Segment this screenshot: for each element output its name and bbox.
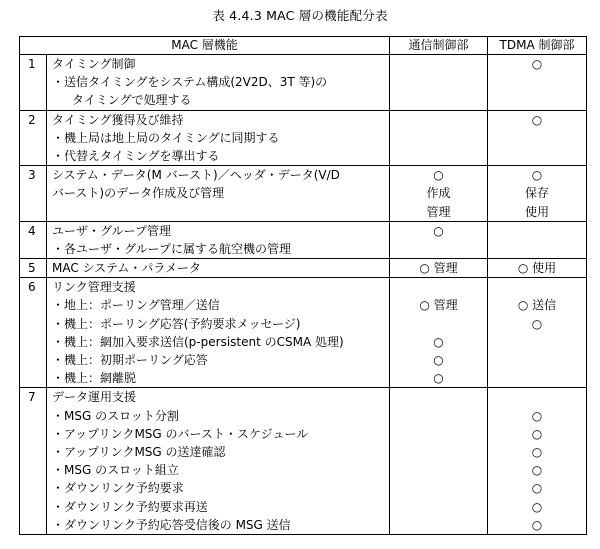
comm-control-mark xyxy=(390,147,487,165)
row-number: 7 xyxy=(28,390,36,405)
row-number: 5 xyxy=(28,261,36,276)
function-line: ・アップリンクMSG の送達確認 xyxy=(52,444,226,459)
comm-control-mark xyxy=(390,91,487,109)
tdma-control-mark: ○ xyxy=(531,57,543,71)
header-row xyxy=(20,37,587,55)
tdma-control-mark xyxy=(488,129,586,147)
tdma-control-mark xyxy=(488,388,586,406)
comm-control-mark xyxy=(390,111,487,129)
tdma-control-mark: ○ xyxy=(531,316,543,331)
comm-control-mark: ○ 管理 xyxy=(419,261,458,276)
row-number-cell xyxy=(20,166,47,222)
tdma-control-cell xyxy=(488,55,587,111)
row-number: 1 xyxy=(28,57,36,71)
comm-control-mark xyxy=(390,129,487,147)
comm-control-mark xyxy=(390,278,487,296)
comm-control-mark xyxy=(390,73,487,91)
tdma-control-mark xyxy=(488,222,586,240)
comm-control-mark xyxy=(390,498,487,516)
table-row xyxy=(20,110,587,166)
comm-control-mark xyxy=(390,240,487,258)
comm-control-mark: ○ xyxy=(433,371,444,386)
function-description-cell xyxy=(47,166,390,222)
tdma-control-mark xyxy=(488,73,586,91)
comm-control-mark xyxy=(390,443,487,461)
tdma-control-mark: ○ 送信 xyxy=(517,298,557,313)
tdma-control-cell xyxy=(488,221,587,258)
function-allocation-table xyxy=(19,36,587,535)
comm-control-mark xyxy=(390,516,487,534)
tdma-control-cell xyxy=(488,388,587,535)
comm-control-mark xyxy=(390,425,487,443)
table-row xyxy=(20,55,587,111)
function-line: ユーザ・グループ管理 xyxy=(52,223,172,238)
table-row xyxy=(20,166,587,222)
tdma-control-mark: 保存 xyxy=(525,186,550,201)
function-line: ・機上：網加入要求送信(p-persistent のCSMA 処理) xyxy=(52,334,344,349)
table-row xyxy=(20,278,587,388)
function-line xyxy=(47,203,389,221)
row-number-cell xyxy=(20,278,47,388)
row-number-cell xyxy=(20,55,47,111)
tdma-control-mark xyxy=(488,351,586,369)
table-row xyxy=(20,388,587,535)
row-number: 4 xyxy=(28,223,36,238)
comm-control-mark xyxy=(390,461,487,479)
function-line: ・代替えタイミングを導出する xyxy=(52,148,220,163)
comm-control-cell xyxy=(390,259,488,278)
function-line: ・アップリンクMSG のバースト・スケジュール xyxy=(52,426,309,441)
table-row xyxy=(20,259,587,278)
function-description-cell xyxy=(47,55,390,111)
function-description-cell xyxy=(47,110,390,166)
tdma-control-mark: ○ xyxy=(531,517,543,532)
tdma-control-mark: ○ xyxy=(531,499,543,514)
function-line: ・ダウンリンク予約要求 xyxy=(52,481,184,496)
row-number-cell xyxy=(20,110,47,166)
comm-control-cell xyxy=(390,221,488,258)
row-number-cell xyxy=(20,259,47,278)
tdma-control-mark: ○ xyxy=(531,112,543,127)
function-line: タイミングで処理する xyxy=(72,93,192,108)
tdma-control-mark: ○ xyxy=(531,463,543,478)
comm-control-mark xyxy=(390,315,487,333)
function-line: データ運用支援 xyxy=(52,390,137,405)
tdma-control-mark: ○ xyxy=(531,408,543,423)
tdma-control-mark xyxy=(488,91,586,109)
header-comm-control: 通信制御部 xyxy=(390,37,488,55)
function-line: ・ダウンリンク予約応答受信後の MSG 送信 xyxy=(52,517,291,532)
comm-control-cell xyxy=(390,278,488,388)
function-line: ・地上：ポーリング管理／送信 xyxy=(52,298,220,313)
function-description-cell xyxy=(47,259,390,278)
function-line: ・ダウンリンク予約要求再送 xyxy=(52,499,208,514)
row-number: 2 xyxy=(28,112,36,127)
row-number: 3 xyxy=(28,168,36,183)
tdma-control-mark: ○ xyxy=(531,444,543,459)
tdma-control-cell xyxy=(488,278,587,388)
comm-control-cell xyxy=(390,55,488,111)
function-line: タイミング制御 xyxy=(52,57,136,71)
tdma-control-cell xyxy=(488,110,587,166)
row-number-cell xyxy=(20,388,47,535)
comm-control-mark: ○ xyxy=(433,168,444,183)
function-line: MAC システム・パラメータ xyxy=(52,261,201,276)
row-number-cell xyxy=(20,221,47,258)
tdma-control-mark: ○ xyxy=(531,426,543,441)
table-caption: 表 4.4.3 MAC 層の機能配分表 xyxy=(212,8,388,23)
tdma-control-mark: ○ xyxy=(531,481,543,496)
comm-control-cell xyxy=(390,110,488,166)
tdma-control-mark: 使用 xyxy=(525,204,550,219)
comm-control-mark xyxy=(390,55,487,73)
function-line: タイミング獲得及び維持 xyxy=(52,112,184,127)
row-number: 6 xyxy=(28,280,36,295)
function-line: バースト)のデータ作成及び管理 xyxy=(52,186,225,201)
tdma-control-mark xyxy=(488,147,586,165)
header-mac-function: MAC 層機能 xyxy=(20,37,390,55)
function-line: ・MSG のスロット分割 xyxy=(52,408,179,423)
tdma-control-mark: ○ 使用 xyxy=(517,261,557,276)
tdma-control-cell xyxy=(488,259,587,278)
function-description-cell xyxy=(47,278,390,388)
tdma-control-mark xyxy=(488,369,586,387)
comm-control-cell xyxy=(390,166,488,222)
function-line: システム・データ(M バースト)／ヘッダ・データ(V/D xyxy=(52,168,340,183)
tdma-control-cell xyxy=(488,166,587,222)
comm-control-mark: 作成 xyxy=(426,186,451,201)
function-line: リンク管理支援 xyxy=(52,280,136,295)
tdma-control-mark xyxy=(488,278,586,296)
function-description-cell xyxy=(47,221,390,258)
tdma-control-mark xyxy=(488,333,586,351)
header-tdma-control: TDMA 制御部 xyxy=(488,37,587,55)
function-line: ・MSG のスロット組立 xyxy=(52,463,179,478)
function-line: ・機上：初期ポーリング応答 xyxy=(52,353,208,367)
comm-control-mark: ○ xyxy=(433,334,444,349)
function-line: ・送信タイミングをシステム構成(2V2D、3T 等)の xyxy=(52,75,328,90)
tdma-control-mark: ○ xyxy=(531,168,543,183)
comm-control-cell xyxy=(390,388,488,535)
function-line: ・機上：網離脱 xyxy=(52,371,137,386)
comm-control-mark: 管理 xyxy=(426,204,451,219)
comm-control-mark xyxy=(390,407,487,425)
function-line: ・各ユーザ・グループに属する航空機の管理 xyxy=(52,241,292,256)
comm-control-mark: ○ 管理 xyxy=(419,298,458,313)
comm-control-mark xyxy=(390,388,487,406)
comm-control-mark xyxy=(390,479,487,497)
function-description-cell xyxy=(47,388,390,535)
function-line: ・機上：ポーリング応答(予約要求メッセージ) xyxy=(52,316,301,331)
function-line: ・機上局は地上局のタイミングに同期する xyxy=(52,130,280,145)
comm-control-mark: ○ xyxy=(433,223,444,238)
tdma-control-mark xyxy=(488,240,586,258)
comm-control-mark: ○ xyxy=(433,353,444,367)
table-row xyxy=(20,221,587,258)
